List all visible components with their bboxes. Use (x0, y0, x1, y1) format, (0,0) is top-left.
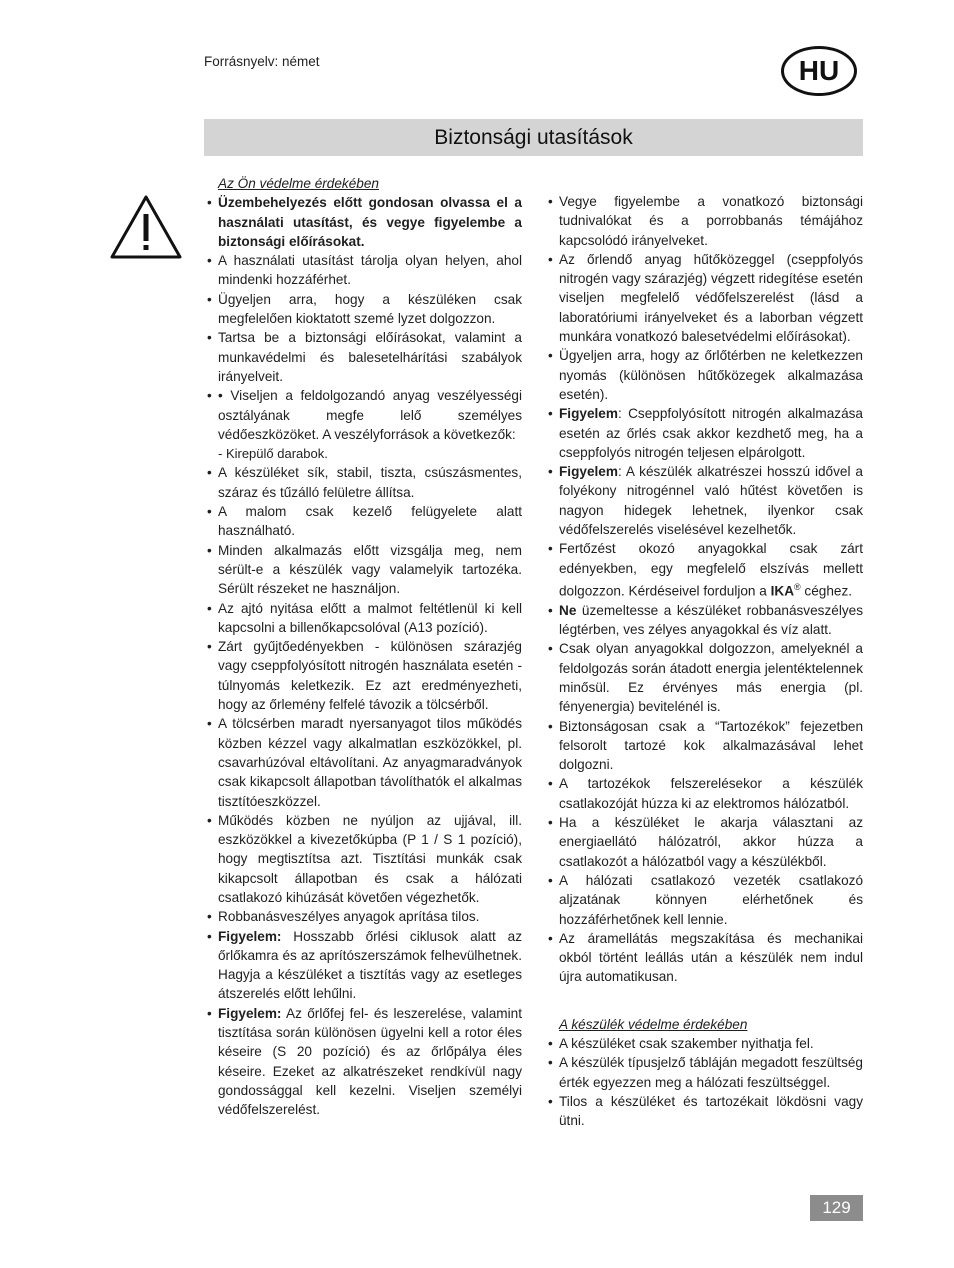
list-item: • Figyelem: Cseppfolyósított nitrogén alkalmazása esetén az őrlés csak akkor kezdhető meg, ha a cseppfolyós nitrogén teljesen elpárolgott. (548, 406, 863, 460)
list-item: • Ügyeljen arra, hogy az őrlőtérben ne keletkezzen nyomás (különösen hűtőközegek alkalmazása esetén). (548, 348, 863, 402)
list-item: • Üzembehelyezés előtt gondosan olvassa el a használati utasítást, és vegye figyelembe a biztonsági előírásokat. (207, 195, 522, 249)
list-item: • Figyelem: Az őrlőfej fel- és leszerelése, valamint tisztítása során különösen ügyelni kell a rotor éles késeire (S 20 pozíció) és az őrlőpálya éles késeire. Ezeket az alkatrészeket rendkívül nagy gondossággal kell kezelni. Viseljen személyi védőfelszerelést. (207, 1005, 522, 1118)
left-column (204, 174, 522, 1120)
list-item: • Zárt gyűjtőedényekben - különösen szárazjég vagy cseppfolyósított nitrogén használata esetén - túlnyomás keletkezik. Ez azt eredményezheti, hogy az őrlemény felfelé távozik a tölcsérből. (207, 639, 522, 713)
list-item: • A tölcsérben maradt nyersanyagot tilos működés közben kézzel vagy alkalmatlan eszközökkel, pl. csavarhúzóval eltávolítani. Az anyagmaradványok csak kikapcsolt állapotban távolíthatók el alkalmas tisztítóeszközzel. (207, 716, 522, 809)
language-badge: HU (781, 46, 857, 96)
list-item: • A használati utasítást tárolja olyan helyen, ahol mindenki hozzáférhet. (207, 253, 522, 288)
list-item: • A készüléket sík, stabil, tiszta, csúszásmentes, száraz és tűzálló felületre állítsa. (207, 465, 522, 500)
list-item: • Az áramellátás megszakítása és mechanikai okból történt leállás után a készülék nem indul újra automatikusan. (548, 930, 863, 985)
section-title: Biztonsági utasítások (434, 125, 633, 149)
source-language-note: Forrásnyelv: német (204, 54, 320, 69)
list-item: • Tilos a készüléket és tartozékait lökdösni vagy ütni. (548, 1093, 863, 1129)
list-item: • Működés közben ne nyúljon az ujjával, ill. eszközökkel a kivezetőkúpba (P 1 / S 1 pozíció), hogy megtisztítsa azt. Tisztítási munkák csak kikapcsolt állapotban és csak a hálózati csatlakozó kihúzását követően végezhetők. (207, 812, 522, 905)
list-item: • Vegye figyelembe a vonatkozó biztonsági tudnivalókat és a porrobbanás témájához kapcsolódó irányelveket. (548, 194, 863, 248)
list-item: • A készüléket csak szakember nyithatja fel. (548, 1036, 814, 1051)
list-item: • Az őrlendő anyag hűtőközeggel (cseppfolyós nitrogén vagy szárazjég) végzett ridegítése esetén viseljen megfelelő védőfelszerelést (lásd a laboratóriumi irányelveket és a laborban végzett munkára vonatkozó balesetvédelmi előírásokat). (548, 251, 863, 345)
list-item: • Csak olyan anyagokkal dolgozzon, amelyeknél a feldolgozás során átadott energia jelentéktelennek minősül. Ez érvényes más energia (pl. fényenergia) bevitelénél is. (548, 641, 863, 715)
list-item: • Ne üzemeltesse a készüléket robbanásveszélyes légtérben, ves zélyes anyagokkal és víz alatt. (548, 602, 863, 638)
list-item: • Ügyeljen arra, hogy a készüléken csak megfelelően kioktatott szemé lyzet dolgozzon. (207, 291, 522, 327)
list-item: • Ha a készüléket le akarja választani az energiaellátó hálózatról, akkor húzza a csatlakozót a hálózatból vagy a készülékből. (548, 815, 863, 869)
section-title-bar (204, 119, 863, 156)
list-item: • A tartozékok felszerelésekor a készülék csatlakozóját húzza ki az elektromos hálózatból. (548, 776, 863, 811)
warning-triangle-icon (110, 194, 182, 260)
list-item: • Robbanásveszélyes anyagok aprítása tilos. (207, 909, 480, 925)
list-item: • Minden alkalmazás előtt vizsgálja meg, nem sérült-e a készülék vagy valamelyik tartozéka. Sérült részeket ne használjon. (207, 542, 522, 597)
hazard-note: - Kirepülő darabok. (218, 446, 328, 462)
list-item: • A hálózati csatlakozó vezeték csatlakozó aljzatának könnyen elérhetőnek és hozzáférhetőnek kell lennie. (548, 872, 863, 927)
list-item: • Tartsa be a biztonsági előírásokat, valamint a munkavédelmi és balesetelhárítási szabályok irányelveit. (207, 330, 522, 384)
list-item: • Az ajtó nyitása előtt a malmot feltétlenül ki kell kapcsolni a billenőkapcsolóval (A13 pozíció). (207, 600, 522, 635)
list-item: • Biztonságosan csak a “Tartozékok” fejezetben felsorolt tartozé kok alkalmazásával lehet dolgozni. (548, 718, 863, 773)
page-number: 129 (810, 1195, 863, 1221)
list-item: • A készülék típusjelző tábláján megadott feszültség érték egyezzen meg a hálózati feszültséggel. (548, 1055, 863, 1090)
ika-brand: IKA (770, 583, 795, 599)
list-item: • Figyelem: Hosszabb őrlési ciklusok alatt az őrlőkamra és az aprítószerszámok felhevülhetnek. Hagyja a készüléket a tisztítás vagy az esetleges átszerelés előtt lehűlni. (207, 928, 522, 1002)
list-item: • Fertőzést okozó anyagokkal csak zárt edényekben, egy megfelelő elszívás mellett dolgozzon. Kérdéseivel forduljon a IKA® céghez. (548, 541, 863, 599)
personal-protection-heading: Az Ön védelme érdekében (218, 176, 379, 191)
list-item: • Figyelem: A készülék alkatrészei hosszú idővel a folyékony nitrogénnel való hűtést követően is nagyon hidegek lehetnek, ilyenkor csak védőfelszerelés viselésével kezelhetők. (548, 464, 863, 538)
right-column (545, 192, 863, 1130)
list-item: • • Viseljen a feldolgozandó anyag veszélyességi osztályának megfe lelő személyes védőeszközöket. A veszélyforrások a következők: (207, 388, 522, 442)
device-protection-heading: A készülék védelme érdekében (559, 1016, 748, 1032)
list-item: • A malom csak kezelő felügyelete alatt használható. (207, 504, 522, 539)
